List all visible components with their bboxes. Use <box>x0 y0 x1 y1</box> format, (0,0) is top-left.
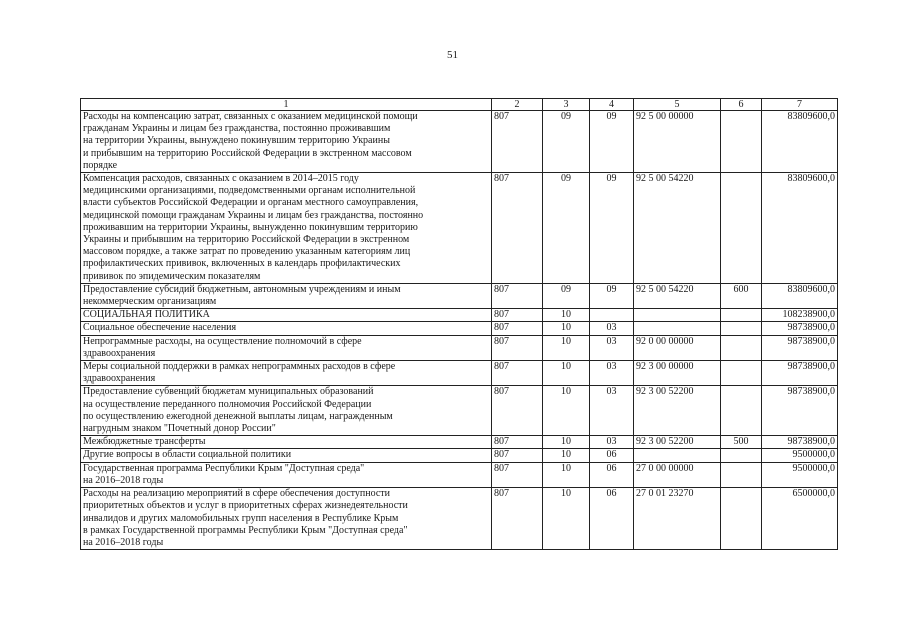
table-row <box>81 309 838 322</box>
subsection-code: 03 <box>590 335 634 360</box>
amount: 83809600,0 <box>762 111 838 173</box>
description-line: инвалидов и других маломобильных групп населения в Республике Крым <box>83 512 399 524</box>
description-line: здравоохранения <box>83 373 156 385</box>
subsection-code: 06 <box>590 462 634 487</box>
subsection-code: 06 <box>590 488 634 550</box>
description-line: гражданам Украины и лицам без гражданства, постоянно проживавшим <box>83 123 391 135</box>
expense-type-code <box>721 173 762 284</box>
row-description <box>81 173 492 284</box>
page-number: 51 <box>447 49 458 61</box>
subsection-code <box>590 309 634 322</box>
column-header: 3 <box>543 99 590 111</box>
table-row <box>81 322 838 335</box>
table-row <box>81 386 838 436</box>
expense-type-code: 600 <box>721 283 762 308</box>
expense-type-code <box>721 322 762 335</box>
amount: 98738900,0 <box>762 436 838 449</box>
column-header: 5 <box>634 99 721 111</box>
amount: 98738900,0 <box>762 335 838 360</box>
section-code: 10 <box>543 436 590 449</box>
expense-type-code: 500 <box>721 436 762 449</box>
budget-table <box>80 98 838 550</box>
row-description <box>81 361 492 386</box>
section-code: 10 <box>543 361 590 386</box>
description-line: проживавшим на территории Украины, вынужденно покинувшим территорию <box>83 221 418 233</box>
description-line: Расходы на компенсацию затрат, связанных с оказанием медицинской помощи <box>83 111 418 122</box>
section-code: 10 <box>543 322 590 335</box>
column-header: 2 <box>492 99 543 111</box>
expense-type-code <box>721 449 762 462</box>
target-article-code: 92 3 00 52200 <box>634 386 721 436</box>
section-code: 10 <box>543 309 590 322</box>
subsection-code: 09 <box>590 283 634 308</box>
amount: 9500000,0 <box>762 449 838 462</box>
description-line: в рамках Государственной программы Республики Крым "Доступная среда" <box>83 524 408 536</box>
description-line: на осуществление переданного полномочия Российской Федерации <box>83 398 372 410</box>
table-row <box>81 462 838 487</box>
description-line: на 2016–2018 годы <box>83 536 164 548</box>
table-row <box>81 449 838 462</box>
amount: 98738900,0 <box>762 361 838 386</box>
description-line: по осуществлению ежегодной денежной выплаты лицам, награжденным <box>83 410 393 422</box>
row-description <box>81 309 492 322</box>
subsection-code: 03 <box>590 322 634 335</box>
ministry-code: 807 <box>492 462 543 487</box>
row-description <box>81 449 492 462</box>
description-line: массовом порядке, а также затрат по проведению указанным категориям лиц <box>83 246 411 258</box>
expense-type-code <box>721 335 762 360</box>
description-line: медицинской помощи гражданам Украины и лицам без гражданства, постоянно <box>83 209 424 221</box>
amount: 98738900,0 <box>762 386 838 436</box>
description-line: медицинскими организациями, подведомственными органам исполнительной <box>83 185 416 197</box>
description-line: Другие вопросы в области социальной политики <box>83 449 292 461</box>
row-description <box>81 335 492 360</box>
table-row <box>81 361 838 386</box>
section-code: 10 <box>543 462 590 487</box>
section-code: 10 <box>543 386 590 436</box>
subsection-code: 03 <box>590 386 634 436</box>
row-description <box>81 462 492 487</box>
target-article-code: 92 5 00 54220 <box>634 283 721 308</box>
section-code: 09 <box>543 111 590 173</box>
description-line: прививок по эпидемическим показателям <box>83 270 261 282</box>
description-line: приоритетных объектов и услуг в приоритетных сферах жизнедеятельности <box>83 500 408 512</box>
description-line: Непрограммные расходы, на осуществление полномочий в сфере <box>83 335 362 347</box>
target-article-code: 92 5 00 00000 <box>634 111 721 173</box>
description-line: Предоставление субсидий бюджетным, автономным учреждениям и иным <box>83 283 401 295</box>
description-line: Предоставление субвенций бюджетам муниципальных образований <box>83 386 374 398</box>
description-line: Меры социальной поддержки в рамках непрограммных расходов в сфере <box>83 361 396 373</box>
section-code: 10 <box>543 449 590 462</box>
column-header: 1 <box>81 99 492 111</box>
amount: 6500000,0 <box>762 488 838 550</box>
description-line: Социальное обеспечение населения <box>83 322 237 334</box>
ministry-code: 807 <box>492 386 543 436</box>
target-article-code <box>634 449 721 462</box>
subsection-code: 06 <box>590 449 634 462</box>
amount: 9500000,0 <box>762 462 838 487</box>
row-description <box>81 322 492 335</box>
ministry-code: 807 <box>492 283 543 308</box>
expense-type-code <box>721 111 762 173</box>
ministry-code: 807 <box>492 436 543 449</box>
table-body <box>81 99 838 550</box>
amount: 108238900,0 <box>762 309 838 322</box>
description-line: Компенсация расходов, связанных с оказанием в 2014–2015 году <box>83 173 359 185</box>
subsection-code: 03 <box>590 436 634 449</box>
expense-type-code <box>721 488 762 550</box>
ministry-code: 807 <box>492 488 543 550</box>
ministry-code: 807 <box>492 309 543 322</box>
table-header-row <box>81 99 838 111</box>
description-line: и прибывшим на территорию Российской Федерации в экстренном массовом <box>83 147 412 159</box>
description-line: здравоохранения <box>83 347 156 359</box>
row-description <box>81 111 492 173</box>
table-row <box>81 488 838 550</box>
column-header: 7 <box>762 99 838 111</box>
description-line: Украины и прибывшим на территорию Российской Федерации в экстренном <box>83 234 410 246</box>
column-header: 6 <box>721 99 762 111</box>
expense-type-code <box>721 361 762 386</box>
table-row <box>81 283 838 308</box>
description-line: власти субъектов Российской Федерации и органам местного самоуправления, <box>83 197 419 209</box>
description-line: некоммерческим организациям <box>83 296 217 308</box>
expense-type-code <box>721 386 762 436</box>
description-line: на 2016–2018 годы <box>83 474 164 486</box>
target-article-code <box>634 322 721 335</box>
target-article-code: 27 0 01 23270 <box>634 488 721 550</box>
table-row <box>81 173 838 284</box>
subsection-code: 09 <box>590 173 634 284</box>
target-article-code: 92 3 00 00000 <box>634 361 721 386</box>
target-article-code: 92 0 00 00000 <box>634 335 721 360</box>
ministry-code: 807 <box>492 335 543 360</box>
column-header: 4 <box>590 99 634 111</box>
row-description <box>81 436 492 449</box>
ministry-code: 807 <box>492 322 543 335</box>
ministry-code: 807 <box>492 111 543 173</box>
description-line: на территории Украины, вынуждено покинувшим территорию Украины <box>83 135 390 147</box>
row-description <box>81 283 492 308</box>
description-line: Государственная программа Республики Крым "Доступная среда" <box>83 462 365 474</box>
description-line: Расходы на реализацию мероприятий в сфере обеспечения доступности <box>83 488 391 500</box>
amount: 83809600,0 <box>762 173 838 284</box>
description-line: Межбюджетные трансферты <box>83 436 206 448</box>
amount: 98738900,0 <box>762 322 838 335</box>
expense-type-code <box>721 309 762 322</box>
ministry-code: 807 <box>492 173 543 284</box>
target-article-code: 27 0 00 00000 <box>634 462 721 487</box>
section-code: 10 <box>543 335 590 360</box>
table-row <box>81 335 838 360</box>
row-description <box>81 488 492 550</box>
expense-type-code <box>721 462 762 487</box>
section-code: 09 <box>543 173 590 284</box>
ministry-code: 807 <box>492 361 543 386</box>
description-line: нагрудным знаком "Почетный донор России" <box>83 423 276 435</box>
target-article-code: 92 3 00 52200 <box>634 436 721 449</box>
target-article-code: 92 5 00 54220 <box>634 173 721 284</box>
section-code: 09 <box>543 283 590 308</box>
target-article-code <box>634 309 721 322</box>
table-row <box>81 111 838 173</box>
section-code: 10 <box>543 488 590 550</box>
description-line: порядке <box>83 159 118 171</box>
row-description <box>81 386 492 436</box>
subsection-code: 03 <box>590 361 634 386</box>
subsection-code: 09 <box>590 111 634 173</box>
ministry-code: 807 <box>492 449 543 462</box>
description-line: СОЦИАЛЬНАЯ ПОЛИТИКА <box>83 309 210 321</box>
table-row <box>81 436 838 449</box>
amount: 83809600,0 <box>762 283 838 308</box>
description-line: профилактических прививок, включенных в календарь профилактических <box>83 258 401 270</box>
